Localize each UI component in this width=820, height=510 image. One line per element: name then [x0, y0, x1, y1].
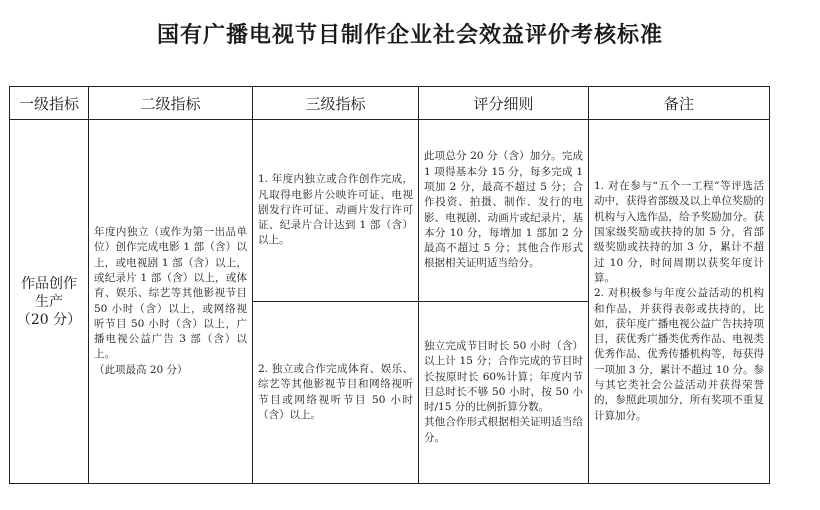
level1-name: 作品创作生产: [21, 275, 77, 310]
header-level2: 二级指标: [89, 87, 253, 120]
scoring-item-2: 独立完成节目时长 50 小时（含）以上计 15 分；合作完成的节目时长按原时长 60%计算；年度内节目总时长不够 50 小时，按 50 小时/15 分的比例折算分数。 其他合作形式根据相关证明适当给分。: [419, 302, 589, 484]
header-remarks: 备注: [589, 87, 770, 120]
remarks-cell: 1. 对在参与“五个一工程”等评选活动中，获得省部级及以上单位奖励的机构与入选作品，给予奖励加分。获国家级奖励或扶持的加 5 分，省部级奖励或扶持的加 3 分，累计不超过 10 分，时间周期以获奖年度计算。 2. 对积极参与年度公益活动的机构和作品，并获得表彰或扶持的，比如，获年度广播电视公益广告扶持项目，获优秀广播类优秀作品、电视类优秀作品、优秀传播机构等，每获得一项加 3 分，累计不超过 10 分。参与其它类社会公益活动并获得荣誉的，参照此项加分，所有奖项不重复计算加分。: [589, 120, 770, 484]
header-scoring: 评分细则: [419, 87, 589, 120]
level1-score: （20 分）: [16, 311, 82, 328]
scoring-item-1: 此项总分 20 分（含）加分。完成 1 项得基本分 15 分，每多完成 1 项加 2 分，最高不超过 5 分；合作投资、拍摄、制作、发行的电影、电视剧、动画片或纪录片，基本分 10 分，每增加 1 部加 2 分最高不超过 5 分；其他合作形式根据相关证明适当给分。: [419, 120, 589, 302]
level3-item-1: 1. 年度内独立或合作创作完成，凡取得电影片公映许可证、电视剧发行许可证、动画片发行许可证、纪录片合计达到 1 部（含）以上。: [253, 120, 419, 302]
table-row: [10, 120, 770, 302]
level3-item-2: 2. 独立或合作完成体育、娱乐、综艺等其他影视节目和网络视听节目或网络视听节目 50 小时（含）以上。: [253, 302, 419, 484]
evaluation-table: [9, 86, 770, 484]
page-title: 国有广播电视节目制作企业社会效益评价考核标准: [156, 23, 663, 48]
level1-cell: [10, 120, 89, 484]
header-level1: 一级指标: [10, 87, 89, 120]
table-header-row: [10, 87, 770, 120]
level2-cell: 年度内独立（或作为第一出品单位）创作完成电影 1 部（含）以上，或电视剧 1 部（含）以上，或纪录片 1 部（含）以上，或体育、娱乐、综艺等其他影视节目 50 小时（含）以上，或网络视听节目 50 小时（含）以上，广播电视公益广告 3 部（含）以上。 （此项最高 20 分）: [89, 120, 253, 484]
header-level3: 三级指标: [253, 87, 419, 120]
